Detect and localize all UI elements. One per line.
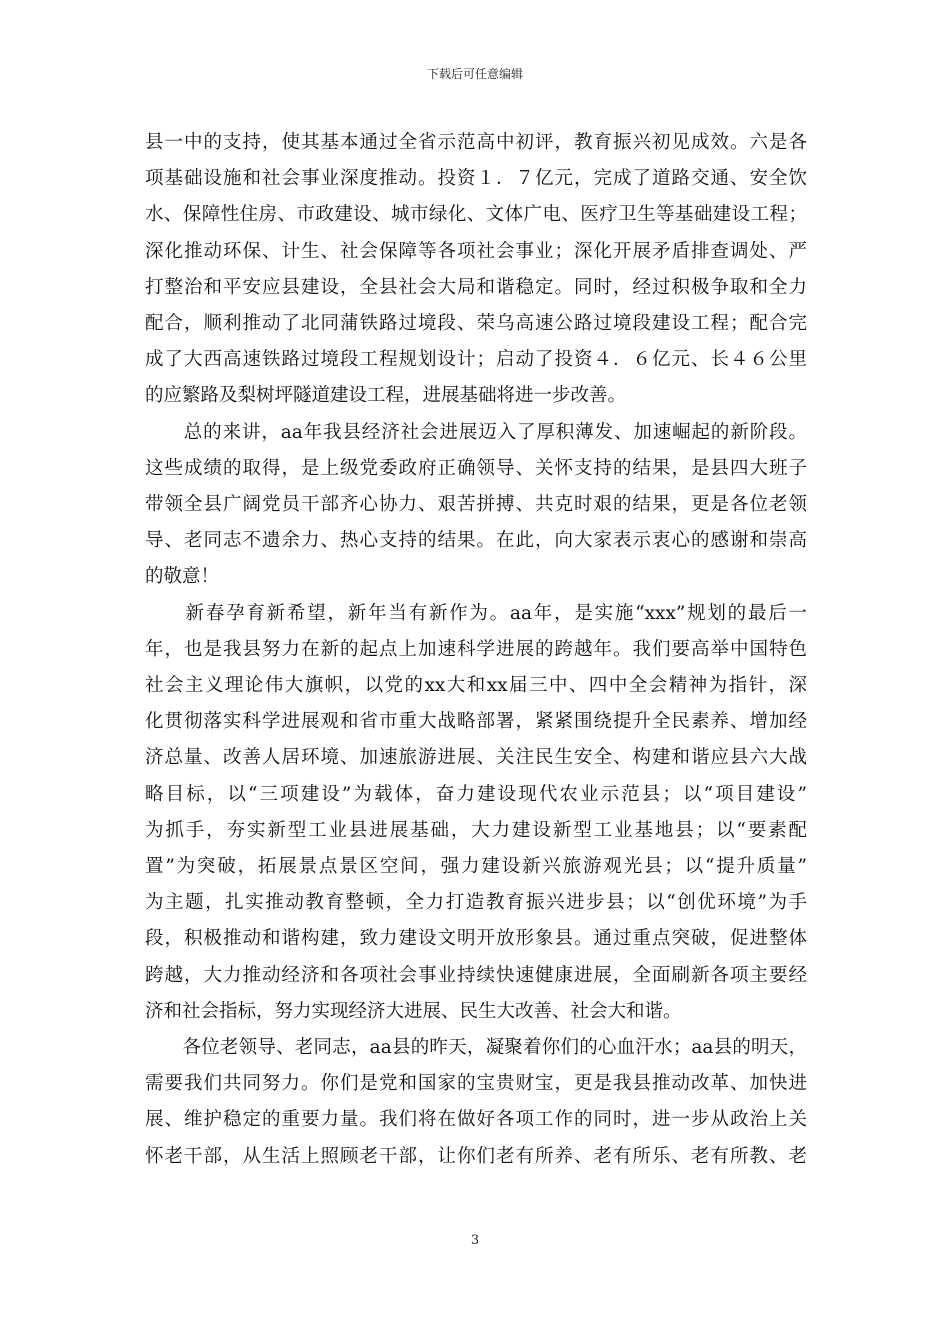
text-line: 打整治和平安应县建设，全县社会大局和谐稳定。同时，经过积极争取和全力 [145, 276, 807, 298]
text-line: 配合，顺利推动了北同蒲铁路过境段、荣乌高速公路过境段建设工程；配合完 [145, 313, 807, 335]
text-line: 带领全县广阔党员干部齐心协力、艰苦拼搏、共克时艰的结果，更是各位老领 [145, 494, 807, 516]
text-line: 项基础设施和社会事业深度推动。投资１．７亿元，完成了道路交通、安全饮 [145, 168, 807, 190]
text-line: 水、保障性住房、市政建设、城市绿化、文体广电、医疗卫生等基础建设工程； [145, 204, 807, 226]
text-line: 济总量、改善人居环境、加速旅游进展、关注民生安全、构建和谐应县六大战 [145, 747, 807, 769]
text-line: 深化推动环保、计生、社会保障等各项社会事业；深化开展矛盾排查调处、严 [145, 240, 807, 262]
page-header [0, 66, 950, 82]
text-line: 略目标，以“三项建设”为载体，奋力建设现代农业示范县；以“项目建设” [145, 783, 807, 805]
paragraph-2 [145, 415, 807, 596]
paragraph-1 [145, 125, 807, 415]
text-line: 展、维护稳定的重要力量。我们将在做好各项工作的同时，进一步从政治上关 [145, 1109, 807, 1131]
text-line: 这些成绩的取得，是上级党委政府正确领导、关怀支持的结果，是县四大班子 [145, 457, 807, 479]
text-line: 化贯彻落实科学进展观和省市重大战略部署，紧紧围绕提升全民素养、增加经 [145, 711, 807, 733]
text-line: 为主题，扎实推动教育整顿，全力打造教育振兴进步县；以“创优环境”为手 [145, 892, 807, 914]
document-body [145, 125, 807, 1175]
text-line: 的敬意！ [145, 566, 220, 588]
text-line: 县一中的支持，使其基本通过全省示范高中初评，教育振兴初见成效。六是各 [145, 132, 807, 153]
text-line: 导、老同志不遗余力、热心支持的结果。在此，向大家表示衷心的感谢和崇高 [145, 530, 807, 552]
text-line: 怀老干部，从生活上照顾老干部，让你们老有所养、老有所乐、老有所教、老 [145, 1145, 807, 1167]
page-number-text: 3 [470, 1233, 480, 1248]
text-line: 成了大西高速铁路过境段工程规划设计；启动了投资４．６亿元、长４６公里 [145, 349, 807, 371]
text-line: 济和社会指标，努力实现经济大进展、民生大改善、社会大和谐。 [145, 1000, 682, 1022]
text-line: 新春孕育新希望，新年当有新作为。aa年，是实施“xxx”规划的最后一 [145, 602, 807, 624]
text-line: 跨越，大力推动经济和各项社会事业持续快速健康进展，全面刷新各项主要经 [145, 964, 807, 986]
paragraph-4 [145, 1030, 807, 1175]
text-line: 社会主义理论伟大旗帜，以党的xx大和xx届三中、四中全会精神为指针，深 [145, 675, 807, 697]
text-line: 段，积极推动和谐构建，致力建设文明开放形象县。通过重点突破，促进整体 [145, 928, 807, 950]
text-line: 各位老领导、老同志，aa县的昨天，凝聚着你们的心血汗水；aa县的明天， [145, 1037, 807, 1059]
text-line: 需要我们共同努力。你们是党和国家的宝贵财宝，更是我县推动改革、加快进 [145, 1073, 807, 1095]
text-line: 为抓手，夯实新型工业县进展基础，大力建设新型工业基地县；以“要素配 [145, 819, 807, 841]
paragraph-3 [145, 596, 807, 1030]
text-line: 的应繁路及梨树坪隧道建设工程，进展基础将进一步改善。 [145, 385, 627, 407]
text-line: 置”为突破，拓展景点景区空间，强力建设新兴旅游观光县；以“提升质量” [145, 856, 807, 878]
text-line: 总的来讲，aa年我县经济社会进展迈入了厚积薄发、加速崛起的新阶段。 [145, 421, 807, 443]
text-line: 年，也是我县努力在新的起点上加速科学进展的跨越年。我们要高举中国特色 [145, 638, 807, 660]
header-text: 下载后可任意编辑 [426, 67, 523, 81]
page-number [0, 1233, 950, 1249]
